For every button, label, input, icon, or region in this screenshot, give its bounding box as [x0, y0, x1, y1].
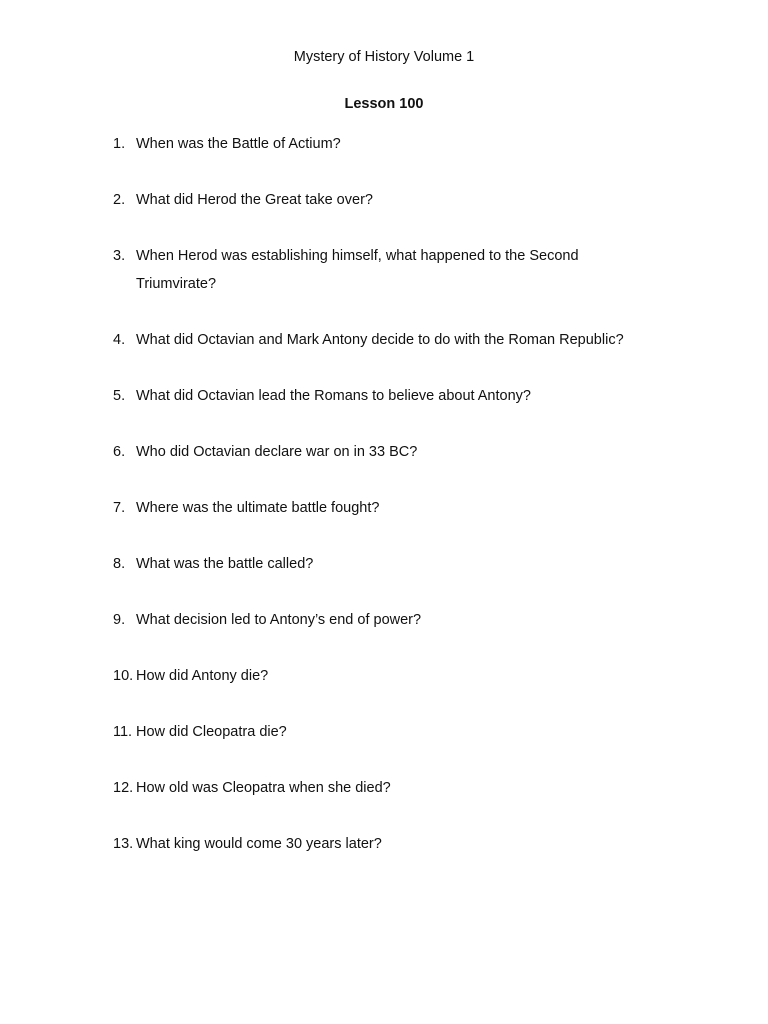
question-text: What was the battle called?: [136, 556, 314, 572]
question-item: [113, 242, 673, 298]
question-item: [113, 606, 673, 634]
question-item: [113, 438, 673, 466]
question-item: [113, 662, 673, 690]
question-text: When Herod was establishing himself, what happened to the Second Triumvirate?: [136, 248, 579, 292]
question-item: [113, 186, 673, 214]
question-text: How did Cleopatra die?: [136, 724, 287, 740]
question-item: [113, 494, 673, 522]
question-text: What king would come 30 years later?: [136, 836, 382, 852]
lesson-title: Lesson 100: [344, 96, 424, 112]
question-number: 2.: [113, 192, 126, 208]
question-item: [113, 326, 673, 354]
question-number: 6.: [113, 444, 126, 460]
question-number: 4.: [113, 332, 126, 348]
question-text: Where was the ultimate battle fought?: [136, 500, 380, 516]
question-list: [113, 130, 673, 886]
question-text: How old was Cleopatra when she died?: [136, 780, 391, 796]
question-text: What did Octavian and Mark Antony decide to do with the Roman Republic?: [136, 332, 624, 348]
question-number: 7.: [113, 500, 126, 516]
question-number: 9.: [113, 612, 126, 628]
document-title: Mystery of History Volume 1: [293, 49, 475, 65]
question-number: 11.: [113, 724, 133, 740]
question-item: [113, 382, 673, 410]
question-item: [113, 550, 673, 578]
question-item: [113, 774, 673, 802]
question-number: 5.: [113, 388, 126, 404]
question-number: 3.: [113, 248, 126, 264]
question-text: How did Antony die?: [136, 668, 269, 684]
question-number: 1.: [113, 136, 126, 152]
question-item: [113, 130, 673, 158]
question-item: [113, 718, 673, 746]
question-number: 10.: [113, 668, 134, 684]
question-text: What did Herod the Great take over?: [136, 192, 373, 208]
question-item: [113, 830, 673, 858]
question-number: 8.: [113, 556, 126, 572]
question-number: 12.: [113, 780, 134, 796]
question-number: 13.: [113, 836, 134, 852]
question-text: Who did Octavian declare war on in 33 BC?: [136, 444, 418, 460]
question-text: What decision led to Antony’s end of power?: [136, 612, 422, 628]
question-text: When was the Battle of Actium?: [136, 136, 341, 152]
question-text: What did Octavian lead the Romans to believe about Antony?: [136, 388, 531, 404]
